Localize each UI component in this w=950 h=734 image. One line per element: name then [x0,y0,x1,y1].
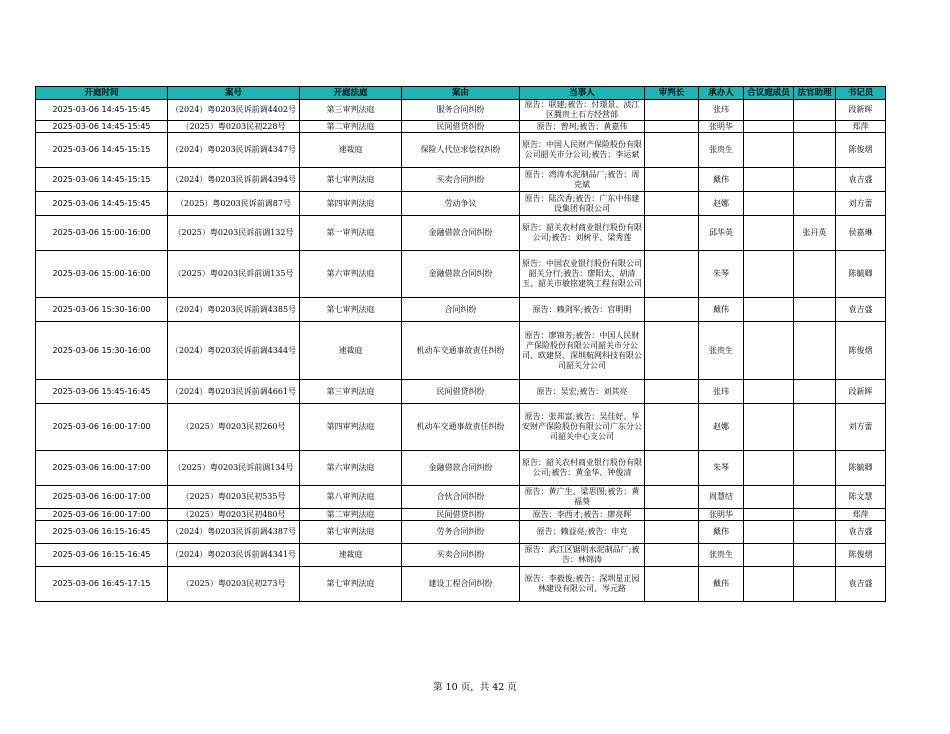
cell-judge-assistant [794,121,836,133]
cell-judge-assistant [794,322,836,380]
cell-presiding-judge [645,521,699,544]
cell-case-number: （2024）粤0203民诉前调4347号 [168,133,300,168]
cell-courtroom: 第三审判法庭 [300,380,402,404]
cell-case-number: （2025）粤0203民初480号 [168,509,300,521]
cell-cause: 服务合同纠纷 [402,100,520,121]
cell-judge-assistant [794,451,836,486]
hearing-schedule-table [35,86,886,602]
cell-courtroom: 第三审判法庭 [300,100,402,121]
cell-parties: 原告：韶关农村商业银行股份有限公司;被告：刘树平、梁秀莲 [520,216,645,251]
header-parties: 当事人 [520,87,645,100]
cell-judge-assistant [794,380,836,404]
cell-parties: 原告：李西才;被告：廖亮晖 [520,509,645,521]
cell-hearing-time: 2025-03-06 15:45-16:45 [36,380,168,404]
cell-cause: 劳务合同纠纷 [402,521,520,544]
cell-clerk: 郑萍 [836,121,886,133]
cell-judge-assistant [794,567,836,602]
cell-presiding-judge [645,298,699,322]
cell-presiding-judge [645,404,699,451]
cell-presiding-judge [645,168,699,192]
cell-hearing-time: 2025-03-06 14:45-15:45 [36,192,168,216]
cell-clerk: 陈毓卿 [836,251,886,298]
cell-hearing-time: 2025-03-06 15:30-16:00 [36,298,168,322]
cell-judge-assistant [794,133,836,168]
cell-parties: 原告：张邦富;被告：吴佳好、华安财产保险股份有限公司广东分公司韶关中心支公司 [520,404,645,451]
cell-presiding-judge [645,486,699,509]
table-row [36,544,886,567]
header-row [36,87,886,100]
cell-cause: 机动车交通事故责任纠纷 [402,322,520,380]
cell-cause: 民间借贷纠纷 [402,121,520,133]
cell-judge-in-charge: 朱琴 [699,251,744,298]
header-clerk: 书记员 [836,87,886,100]
cell-courtroom: 第六审判法庭 [300,251,402,298]
cell-hearing-time: 2025-03-06 16:00-17:00 [36,486,168,509]
cell-cause: 民间借贷纠纷 [402,509,520,521]
table-row [36,451,886,486]
cell-parties: 原告：廖锦芳;被告：中国人民财产保险股份有限公司韶关市分公司、欧建贤、深圳航网科技有限公司韶关分公司 [520,322,645,380]
cell-panel-members [744,380,794,404]
cell-parties: 原告：湾涛水泥制品厂;被告：周克斌 [520,168,645,192]
cell-parties: 原告：陆次香;被告：广东中伟建设集团有限公司 [520,192,645,216]
cell-judge-in-charge: 周慧结 [699,486,744,509]
cell-hearing-time: 2025-03-06 15:00-16:00 [36,251,168,298]
table-row [36,567,886,602]
cell-hearing-time: 2025-03-06 16:00-17:00 [36,451,168,486]
cell-presiding-judge [645,544,699,567]
cell-clerk: 袁吉盛 [836,567,886,602]
cell-hearing-time: 2025-03-06 14:45-15:15 [36,168,168,192]
cell-cause: 金融借款合同纠纷 [402,216,520,251]
cell-clerk: 刘方蕾 [836,192,886,216]
cell-panel-members [744,192,794,216]
cell-hearing-time: 2025-03-06 15:30-16:00 [36,322,168,380]
cell-judge-assistant [794,509,836,521]
cell-clerk: 陈俊熠 [836,322,886,380]
cell-case-number: （2025）粤0203民初228号 [168,121,300,133]
cell-judge-in-charge: 朱琴 [699,451,744,486]
table-row [36,251,886,298]
cell-panel-members [744,404,794,451]
cell-panel-members [744,168,794,192]
page-footer: 第 10 页，共 42 页 [433,682,517,693]
cell-presiding-judge [645,380,699,404]
cell-panel-members [744,251,794,298]
cell-case-number: （2025）粤0203民诉前调134号 [168,451,300,486]
cell-presiding-judge [645,216,699,251]
cell-clerk: 陈毓卿 [836,451,886,486]
cell-clerk: 陈俊熠 [836,544,886,567]
cell-judge-assistant [794,168,836,192]
cell-courtroom: 速裁庭 [300,133,402,168]
cell-courtroom: 第四审判法庭 [300,192,402,216]
header-judge-in-charge: 承办人 [699,87,744,100]
cell-panel-members [744,544,794,567]
cell-case-number: （2024）粤0203民诉前调4402号 [168,100,300,121]
cell-cause: 合同纠纷 [402,298,520,322]
cell-cause: 买卖合同纠纷 [402,168,520,192]
table-row [36,216,886,251]
cell-judge-assistant: 张丹英 [794,216,836,251]
cell-judge-in-charge: 张明华 [699,121,744,133]
cell-hearing-time: 2025-03-06 16:15-16:45 [36,544,168,567]
cell-clerk: 袁吉盛 [836,168,886,192]
header-presiding-judge: 审判长 [645,87,699,100]
cell-presiding-judge [645,567,699,602]
cell-judge-assistant [794,251,836,298]
cell-judge-in-charge: 张玮 [699,100,744,121]
table-row [36,486,886,509]
cell-courtroom: 第二审判法庭 [300,121,402,133]
cell-presiding-judge [645,322,699,380]
cell-clerk: 侯嘉琳 [836,216,886,251]
cell-panel-members [744,486,794,509]
cell-panel-members [744,567,794,602]
cell-cause: 机动车交通事故责任纠纷 [402,404,520,451]
cell-case-number: （2024）粤0203民诉前调4387号 [168,521,300,544]
cell-presiding-judge [645,251,699,298]
table-row [36,133,886,168]
cell-panel-members [744,451,794,486]
cell-judge-in-charge: 张贵生 [699,133,744,168]
cell-cause: 合伙合同纠纷 [402,486,520,509]
cell-clerk: 陈文慧 [836,486,886,509]
cell-clerk: 袁吉盛 [836,298,886,322]
cell-judge-in-charge: 戴伟 [699,168,744,192]
cell-judge-assistant [794,298,836,322]
cell-parties: 原告：赖益亮;被告：申克 [520,521,645,544]
cell-parties: 原告：中国人民财产保险股份有限公司韶关市分公司;被告：李运斌 [520,133,645,168]
cell-presiding-judge [645,451,699,486]
cell-presiding-judge [645,121,699,133]
cell-judge-in-charge: 戴伟 [699,567,744,602]
cell-cause: 建设工程合同纠纷 [402,567,520,602]
cell-presiding-judge [645,100,699,121]
cell-hearing-time: 2025-03-06 14:45-15:45 [36,121,168,133]
cell-courtroom: 第八审判法庭 [300,486,402,509]
cell-cause: 劳动争议 [402,192,520,216]
cell-judge-in-charge: 张明华 [699,509,744,521]
cell-parties: 原告：吴宏;被告：刘其亮 [520,380,645,404]
cell-parties: 原告：黄广生、梁思图;被告：黄福葵 [520,486,645,509]
cell-case-number: （2024）粤0203民诉前调4344号 [168,322,300,380]
cell-hearing-time: 2025-03-06 16:00-17:00 [36,509,168,521]
cell-judge-in-charge: 张玮 [699,380,744,404]
cell-panel-members [744,298,794,322]
cell-judge-in-charge: 赵娜 [699,192,744,216]
cell-judge-assistant [794,521,836,544]
cell-judge-in-charge: 邱华英 [699,216,744,251]
cell-panel-members [744,509,794,521]
cell-panel-members [744,216,794,251]
table-row [36,100,886,121]
cell-judge-in-charge: 戴伟 [699,521,744,544]
cell-presiding-judge [645,509,699,521]
table-row [36,509,886,521]
table-row [36,192,886,216]
cell-judge-in-charge: 张贵生 [699,322,744,380]
cell-hearing-time: 2025-03-06 14:45-15:15 [36,133,168,168]
cell-courtroom: 第一审判法庭 [300,216,402,251]
cell-parties: 原告：武江区锯明水泥制品厂;被告：林锦涛 [520,544,645,567]
table-body [36,100,886,602]
cell-case-number: （2024）粤0203民诉前调4385号 [168,298,300,322]
cell-case-number: （2025）粤0203民诉前调87号 [168,192,300,216]
cell-judge-assistant [794,100,836,121]
cell-parties: 原告：赖剑军;被告：官明明 [520,298,645,322]
cell-clerk: 段新晖 [836,100,886,121]
cell-courtroom: 第六审判法庭 [300,451,402,486]
cell-panel-members [744,100,794,121]
cell-courtroom: 第四审判法庭 [300,404,402,451]
cell-hearing-time: 2025-03-06 16:00-17:00 [36,404,168,451]
cell-courtroom: 速裁庭 [300,322,402,380]
header-hearing-time: 开庭时间 [36,87,168,100]
cell-case-number: （2025）粤0203民初260号 [168,404,300,451]
cell-cause: 金融借款合同纠纷 [402,251,520,298]
cell-courtroom: 第七审判法庭 [300,521,402,544]
cell-hearing-time: 2025-03-06 15:00-16:00 [36,216,168,251]
cell-cause: 保险人代位求偿权纠纷 [402,133,520,168]
cell-clerk: 段新晖 [836,380,886,404]
cell-case-number: （2025）粤0203民诉前调132号 [168,216,300,251]
cell-clerk: 郑萍 [836,509,886,521]
cell-judge-assistant [794,404,836,451]
cell-parties: 原告：中国农业银行股份有限公司韶关分行;被告：廖阳太、胡清玉、韶关市敏铭建筑工程有限公司 [520,251,645,298]
cell-case-number: （2024）粤0203民诉前调4341号 [168,544,300,567]
cell-courtroom: 第七审判法庭 [300,168,402,192]
cell-panel-members [744,121,794,133]
cell-case-number: （2024）粤0203民诉前调4394号 [168,168,300,192]
cell-case-number: （2025）粤0203民初535号 [168,486,300,509]
cell-cause: 金融借款合同纠纷 [402,451,520,486]
cell-parties: 原告：联建;被告：付璟景、浈江区腾贵土石方经营部 [520,100,645,121]
cell-presiding-judge [645,192,699,216]
cell-hearing-time: 2025-03-06 16:15-16:45 [36,521,168,544]
table-row [36,121,886,133]
cell-judge-in-charge: 张贵生 [699,544,744,567]
cell-clerk: 刘方蕾 [836,404,886,451]
header-cause: 案由 [402,87,520,100]
table-row [36,298,886,322]
table-row [36,521,886,544]
table-header [36,87,886,100]
cell-case-number: （2025）粤0203民初273号 [168,567,300,602]
cell-cause: 民间借贷纠纷 [402,380,520,404]
header-case-number: 案号 [168,87,300,100]
cell-parties: 原告：韶关农村商业银行股份有限公司;被告：黄金华、钟俊清 [520,451,645,486]
header-courtroom: 开庭法庭 [300,87,402,100]
cell-panel-members [744,322,794,380]
cell-judge-assistant [794,192,836,216]
cell-judge-in-charge: 戴伟 [699,298,744,322]
cell-cause: 买卖合同纠纷 [402,544,520,567]
cell-judge-in-charge: 赵娜 [699,404,744,451]
table-row [36,168,886,192]
table-row [36,380,886,404]
cell-panel-members [744,133,794,168]
cell-courtroom: 速裁庭 [300,544,402,567]
header-judge-assistant: 法官助理 [794,87,836,100]
cell-judge-assistant [794,544,836,567]
cell-panel-members [744,521,794,544]
cell-judge-assistant [794,486,836,509]
cell-courtroom: 第二审判法庭 [300,509,402,521]
cell-parties: 原告：曾珂;被告：黄嘉伟 [520,121,645,133]
cell-case-number: （2025）粤0203民诉前调135号 [168,251,300,298]
cell-courtroom: 第七审判法庭 [300,567,402,602]
cell-case-number: （2024）粤0203民诉前调4661号 [168,380,300,404]
header-panel-members: 合议庭成员 [744,87,794,100]
cell-hearing-time: 2025-03-06 16:45-17:15 [36,567,168,602]
cell-hearing-time: 2025-03-06 14:45-15:45 [36,100,168,121]
cell-clerk: 陈俊熠 [836,133,886,168]
cell-clerk: 袁吉盛 [836,521,886,544]
cell-courtroom: 第七审判法庭 [300,298,402,322]
table-row [36,322,886,380]
table-row [36,404,886,451]
cell-parties: 原告：李毅俊;被告：深圳星正园林建设有限公司、岑元路 [520,567,645,602]
cell-presiding-judge [645,133,699,168]
